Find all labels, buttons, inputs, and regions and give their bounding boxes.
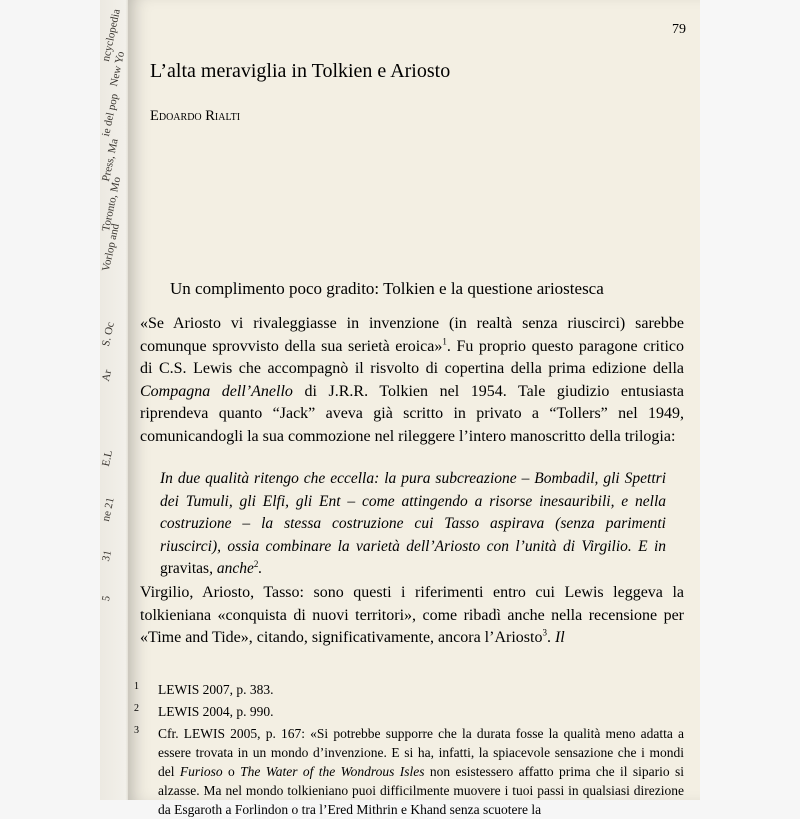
block-quote bbox=[160, 468, 666, 581]
paragraph-1 bbox=[140, 313, 684, 448]
left-page-fragment: ncyclopedia bbox=[100, 8, 123, 63]
section-heading: Un complimento poco gradito: Tolkien e la questione ariostesca bbox=[170, 279, 604, 298]
left-page-fragment: 5 bbox=[100, 594, 113, 603]
footnote-3-italic-title: The Water of the Wondrous Isles bbox=[240, 764, 425, 779]
left-page-fragment: Toronto, Mo bbox=[100, 175, 124, 233]
footnotes bbox=[134, 680, 684, 819]
paragraph-2 bbox=[140, 582, 684, 650]
footnote-text: LEWIS 2007, p. 383. bbox=[158, 682, 274, 697]
footnote-2 bbox=[134, 702, 684, 721]
left-page-fragment: Ar bbox=[100, 368, 115, 383]
paragraph-1-text: . Fu proprio questo paragone critico di C.S. Lewis che accompagnò il risvolto di copertina della prima edizione della bbox=[140, 337, 684, 377]
quote-upright-word: gravitas bbox=[160, 560, 210, 577]
footnote-ref-1[interactable]: 1 bbox=[442, 336, 447, 347]
footnote-ref-2[interactable]: 2 bbox=[253, 558, 259, 569]
show-through-text bbox=[150, 55, 670, 285]
left-page-fragment: Vorlop and bbox=[100, 222, 122, 273]
footnote-ref-3[interactable]: 3 bbox=[542, 627, 547, 638]
left-page-fragment: ie del pop bbox=[100, 92, 121, 138]
footnote-number: 1 bbox=[134, 681, 139, 692]
left-page-fragment: S. Oc bbox=[100, 321, 117, 348]
footnote-1 bbox=[134, 680, 684, 699]
quote-text-end: , anche bbox=[209, 560, 254, 577]
paragraph-2-period: . bbox=[546, 629, 551, 646]
quote-period: . bbox=[258, 560, 263, 577]
footnote-3-text: o bbox=[222, 764, 241, 779]
footnote-number: 3 bbox=[134, 725, 139, 736]
paragraph-2-italic-tail: Il bbox=[554, 629, 565, 646]
left-page-fragment: 31 bbox=[100, 549, 115, 563]
background-right bbox=[700, 0, 800, 800]
footnote-text: LEWIS 2004, p. 990. bbox=[158, 704, 274, 719]
paragraph-1-text: «Se Ariosto vi rivaleggiasse in invenzione (in realtà senza riuscirci) sarebbe comunque sprovvisto della sua serietà eroica» bbox=[140, 315, 684, 355]
quote-text: In due qualità ritengo che eccella: la pura subcreazione – Bombadil, gli Spettri dei Tumuli, gli Elfi, gli Ent – come attingendo a risorse inesauribili, e nella costruzione – la stessa costruzione cui Tasso aspirava (senza parimenti riuscirci), ossia combinare la varietà dell’Ariosto con l’unità di Virgilio. E in bbox=[160, 470, 666, 555]
footnote-text bbox=[140, 724, 684, 819]
article-author: Edoardo Rialti bbox=[150, 108, 241, 124]
page-number: 79 bbox=[672, 22, 686, 37]
book-title-italic: Compagna dell’Anello bbox=[140, 382, 293, 400]
footnote-3-text: non esistessero affatto prima che il sipario si alzasse. Ma nel mondo tolkieniano puoi difficilmente muovere i tuoi passi in qualsiasi direzione da Esgaroth a Forlindon o tra l’Ered Mithrin e Khand senza scuotere la bbox=[158, 764, 684, 817]
left-page-fragment: ne 21 bbox=[100, 496, 117, 523]
left-page-fragment: E.L bbox=[100, 449, 116, 468]
paragraph-1-text: di J.R.R. Tolkien nel 1954. Tale giudizio entusiasta riprendeva quanto “Jack” aveva già scritto in privato a “Tollers” nel 1949, comunicandogli la sua commozione nel rileggere l’intero manoscritto della trilogia: bbox=[140, 382, 685, 445]
footnote-3-italic-title: Furioso bbox=[179, 764, 223, 779]
article-title: L’alta meraviglia in Tolkien e Ariosto bbox=[150, 60, 451, 82]
footnote-3-text: Cfr. LEWIS 2005, p. 167: «Si potrebbe supporre che la durata fosse la qualità meno adatta a essere trovata in un mondo d’invenzione. E si ha, infatti, la spiacevole sensazione che i mondi del bbox=[158, 726, 684, 779]
left-page-fragment: Press, Ma bbox=[100, 137, 121, 183]
paragraph-2-text: Virgilio, Ariosto, Tasso: sono questi i riferimenti entro cui Lewis leggeva la tolkieniana «conquista di nuovi territori», come ribadì anche nella recensione per «Time and Tide», citando, significativamente, ancora l’Ariosto bbox=[140, 584, 684, 646]
footnote-number: 2 bbox=[134, 703, 139, 714]
footnote-3 bbox=[134, 724, 684, 819]
left-page-fragment: New Yo bbox=[108, 50, 128, 88]
